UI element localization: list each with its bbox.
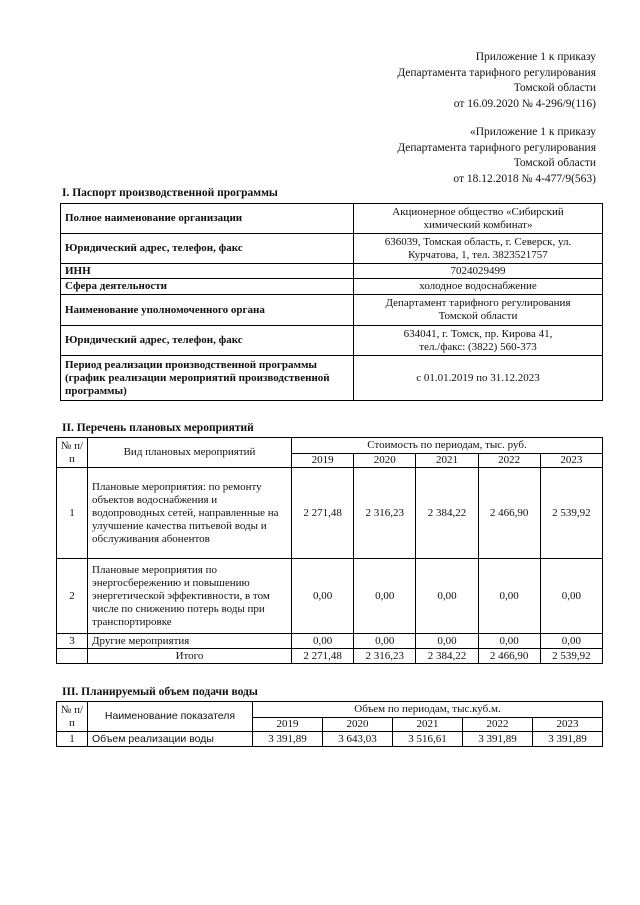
- row-label: ИНН: [61, 264, 354, 279]
- cell-value: 2 271,48: [292, 468, 354, 559]
- row-value: с 01.01.2019 по 31.12.2023: [354, 356, 603, 401]
- row-label: Наименование уполномоченного органа: [61, 295, 354, 326]
- col-header-num: № п/п: [57, 438, 88, 468]
- year-header: 2023: [533, 718, 603, 732]
- year-header: 2022: [478, 454, 540, 468]
- col-header-cost: Стоимость по периодам, тыс. руб.: [292, 438, 603, 454]
- section-title-volume: III. Планируемый объем подачи воды: [62, 686, 258, 698]
- header-line: Департамента тарифного регулирования: [397, 141, 596, 154]
- row-num: 1: [57, 468, 88, 559]
- row-desc: Объем реализации воды: [88, 732, 253, 747]
- header-line: «Приложение 1 к приказу: [469, 126, 596, 138]
- row-num: 3: [57, 634, 88, 649]
- header-line: Департамента тарифного регулирования: [397, 66, 596, 79]
- row-num: 1: [57, 732, 88, 747]
- table-row: [57, 559, 603, 634]
- table-row: [61, 326, 603, 356]
- total-value: 2 384,22: [416, 649, 478, 664]
- row-value: Акционерное общество «Сибирский химический комбинат»: [354, 204, 603, 234]
- year-header: 2020: [323, 718, 393, 732]
- cell-value: 0,00: [478, 559, 540, 634]
- total-value: 2 271,48: [292, 649, 354, 664]
- cell-value: 0,00: [292, 559, 354, 634]
- row-num: 2: [57, 559, 88, 634]
- total-row: [57, 649, 603, 664]
- header-line: от 18.12.2018 № 4-477/9(563): [453, 172, 596, 185]
- row-label: Сфера деятельности: [61, 279, 354, 295]
- row-label: Полное наименование организации: [61, 204, 354, 234]
- cell-value: 3 391,89: [463, 732, 533, 747]
- cell-value: 2 466,90: [478, 468, 540, 559]
- cell-value: 3 391,89: [253, 732, 323, 747]
- order-header-original: [397, 125, 596, 187]
- cell-value: 2 539,92: [540, 468, 602, 559]
- cell-value: 3 391,89: [533, 732, 603, 747]
- volume-table: [56, 701, 603, 747]
- table-row: [61, 234, 603, 264]
- cell-value: 2 384,22: [416, 468, 478, 559]
- row-label: Юридический адрес, телефон, факс: [61, 234, 354, 264]
- header-line: от 16.09.2020 № 4-296/9(116): [453, 97, 596, 110]
- header-line: Томской области: [513, 157, 596, 169]
- row-label: Период реализации производственной программы (график реализации мероприятий производственной программы): [61, 356, 354, 401]
- cell-value: 0,00: [354, 634, 416, 649]
- row-value: Департамент тарифного регулирования Томской области: [354, 295, 603, 326]
- year-header: 2019: [253, 718, 323, 732]
- cell-value: 2 316,23: [354, 468, 416, 559]
- table-row: [61, 204, 603, 234]
- year-header: 2022: [463, 718, 533, 732]
- header-line: Томской области: [513, 82, 596, 94]
- col-header-name: Наименование показателя: [88, 702, 253, 732]
- col-header-num: № п/п: [57, 702, 88, 732]
- header-row: [57, 438, 603, 454]
- total-label: Итого: [88, 649, 292, 664]
- total-value: 2 316,23: [354, 649, 416, 664]
- cell-value: 0,00: [292, 634, 354, 649]
- row-value: 7024029499: [354, 264, 603, 279]
- total-value: 2 539,92: [540, 649, 602, 664]
- row-value: 634041, г. Томск, пр. Кирова 41, тел./факс: (3822) 560-373: [354, 326, 603, 356]
- row-value: 636039, Томская область, г. Северск, ул. Курчатова, 1, тел. 3823521757: [354, 234, 603, 264]
- year-header: 2020: [354, 454, 416, 468]
- cell-value: 0,00: [416, 634, 478, 649]
- year-header: 2023: [540, 454, 602, 468]
- cell-value: 0,00: [416, 559, 478, 634]
- passport-table: [60, 203, 603, 401]
- table-row: [61, 279, 603, 295]
- row-desc: Плановые мероприятия: по ремонту объектов водоснабжения и водопроводных сетей, направленные на улучшение качества питьевой воды и обслуживания абонентов: [88, 468, 292, 559]
- cell-value: 0,00: [354, 559, 416, 634]
- year-header: 2019: [292, 454, 354, 468]
- table-row: [61, 295, 603, 326]
- measures-table: [56, 437, 603, 664]
- cell-value: 0,00: [540, 559, 602, 634]
- table-row: [57, 634, 603, 649]
- year-header: 2021: [393, 718, 463, 732]
- table-row: [61, 356, 603, 401]
- cell-value: 3 643,03: [323, 732, 393, 747]
- header-line: Приложение 1 к приказу: [475, 51, 596, 63]
- row-value: холодное водоснабжение: [354, 279, 603, 295]
- row-desc: Другие мероприятия: [88, 634, 292, 649]
- col-header-volume: Объем по периодам, тыс.куб.м.: [253, 702, 603, 718]
- cell-value: 0,00: [478, 634, 540, 649]
- row-num: [57, 649, 88, 664]
- cell-value: 3 516,61: [393, 732, 463, 747]
- header-row: [57, 702, 603, 718]
- total-value: 2 466,90: [478, 649, 540, 664]
- cell-value: 0,00: [540, 634, 602, 649]
- section-title-passport: I. Паспорт производственной программы: [62, 187, 278, 199]
- table-row: [61, 264, 603, 279]
- table-row: [57, 468, 603, 559]
- section-title-measures: II. Перечень плановых мероприятий: [62, 422, 254, 434]
- row-label: Юридический адрес, телефон, факс: [61, 326, 354, 356]
- table-row: [57, 732, 603, 747]
- col-header-type: Вид плановых мероприятий: [88, 438, 292, 468]
- row-desc: Плановые мероприятия по энергосбережению и повышению энергетической эффективности, в том числе по снижению потерь воды при транспортировке: [88, 559, 292, 634]
- order-header-current: [397, 50, 596, 112]
- year-header: 2021: [416, 454, 478, 468]
